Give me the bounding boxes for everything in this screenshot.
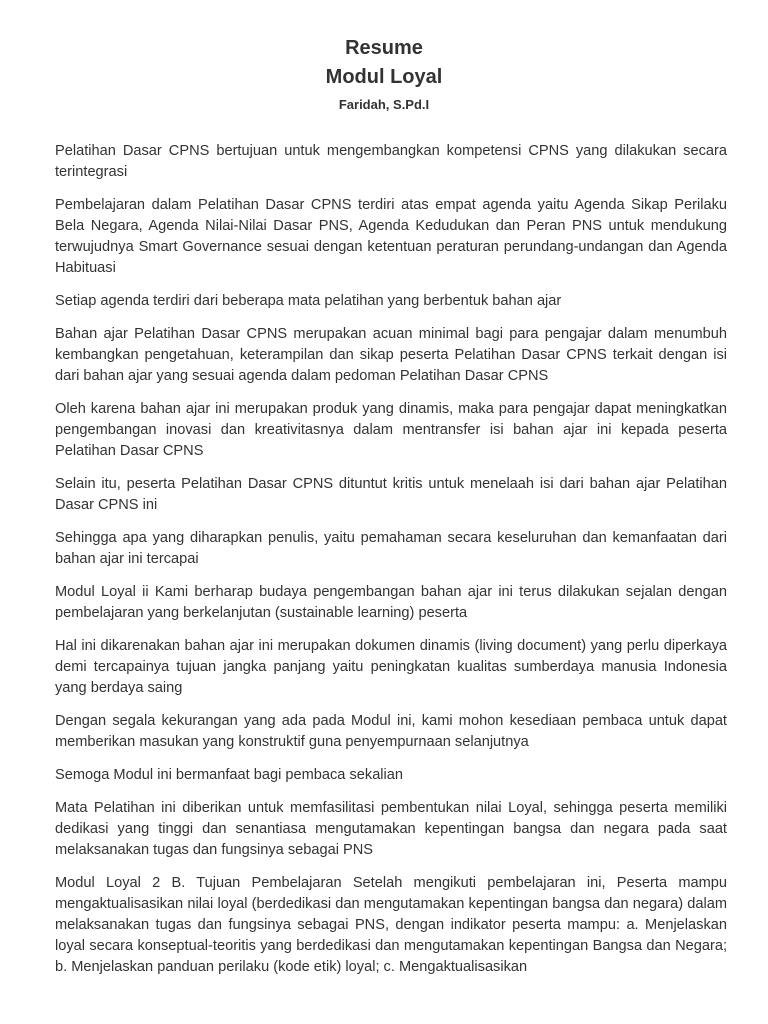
paragraph: Dengan segala kekurangan yang ada pada Modul ini, kami mohon kesediaan pembaca untuk dapat memberikan masukan yang konstruktif guna penyempurnaan selanjutnya [55,713,727,750]
paragraph: Oleh karena bahan ajar ini merupakan produk yang dinamis, maka para pengajar dapat meningkatkan pengembangan inovasi dan kreativitasnya dalam mentransfer isi bahan ajar ini kepada peserta Pelatihan Dasar CPNS [55,401,727,459]
document-title-line-2: Modul Loyal [325,66,443,88]
document-author: Faridah, S.Pd.I [338,97,430,112]
paragraph: Bahan ajar Pelatihan Dasar CPNS merupakan acuan minimal bagi para pengajar dalam menumbuh kembangkan pengetahuan, keterampilan dan sikap peserta Pelatihan Dasar CPNS terkait dengan isi dari bahan ajar yang sesuai agenda dalam pedoman Pelatihan Dasar CPNS [55,326,727,384]
paragraph: Semoga Modul ini bermanfaat bagi pembaca sekalian [55,767,404,783]
paragraph: Hal ini dikarenakan bahan ajar ini merupakan dokumen dinamis (living document) yang perlu diperkaya demi tercapainya tujuan jangka panjang yaitu peningkatan kualitas sumberdaya manusia Indonesia yang berdaya saing [55,638,727,696]
paragraph: Modul Loyal 2 B. Tujuan Pembelajaran Setelah mengikuti pembelajaran ini, Peserta mampu mengaktualisasikan nilai loyal (berdedikasi dan mengutamakan kepentingan bangsa dan negara) dalam melaksanakan tugas dan fungsinya sebagai PNS, dengan indikator peserta mampu: a. Menjelaskan loyal secara konseptual-teoritis yang berdedikasi dan mengutamakan kepentingan Bangsa dan Negara; b. Menjelaskan panduan perilaku (kode etik) loyal; c. Mengaktualisasikan [55,875,727,975]
document-title-line-1: Resume [345,37,423,59]
paragraph: Sehingga apa yang diharapkan penulis, yaitu pemahaman secara keseluruhan dan kemanfaatan dari bahan ajar ini tercapai [55,530,727,567]
paragraph: Selain itu, peserta Pelatihan Dasar CPNS dituntut kritis untuk menelaah isi dari bahan ajar Pelatihan Dasar CPNS ini [55,476,727,513]
document-body [55,141,727,990]
paragraph: Modul Loyal ii Kami berharap budaya pengembangan bahan ajar ini terus dilakukan sejalan dengan pembelajaran yang berkelanjutan (sustainable learning) peserta [55,584,727,621]
document-header [0,0,768,114]
paragraph: Pembelajaran dalam Pelatihan Dasar CPNS terdiri atas empat agenda yaitu Agenda Sikap Perilaku Bela Negara, Agenda Nilai-Nilai Dasar PNS, Agenda Kedudukan dan Peran PNS untuk mendukung terwujudnya Smart Governance sesuai dengan ketentuan peraturan perundang-undangan dan Agenda Habituasi [55,197,727,276]
paragraph: Mata Pelatihan ini diberikan untuk memfasilitasi pembentukan nilai Loyal, sehingga peserta memiliki dedikasi yang tinggi dan senantiasa mengutamakan kepentingan bangsa dan negara pada saat melaksanakan tugas dan fungsinya sebagai PNS [55,800,727,858]
paragraph: Pelatihan Dasar CPNS bertujuan untuk mengembangkan kompetensi CPNS yang dilakukan secara terintegrasi [55,143,727,180]
paragraph: Setiap agenda terdiri dari beberapa mata pelatihan yang berbentuk bahan ajar [55,293,562,309]
